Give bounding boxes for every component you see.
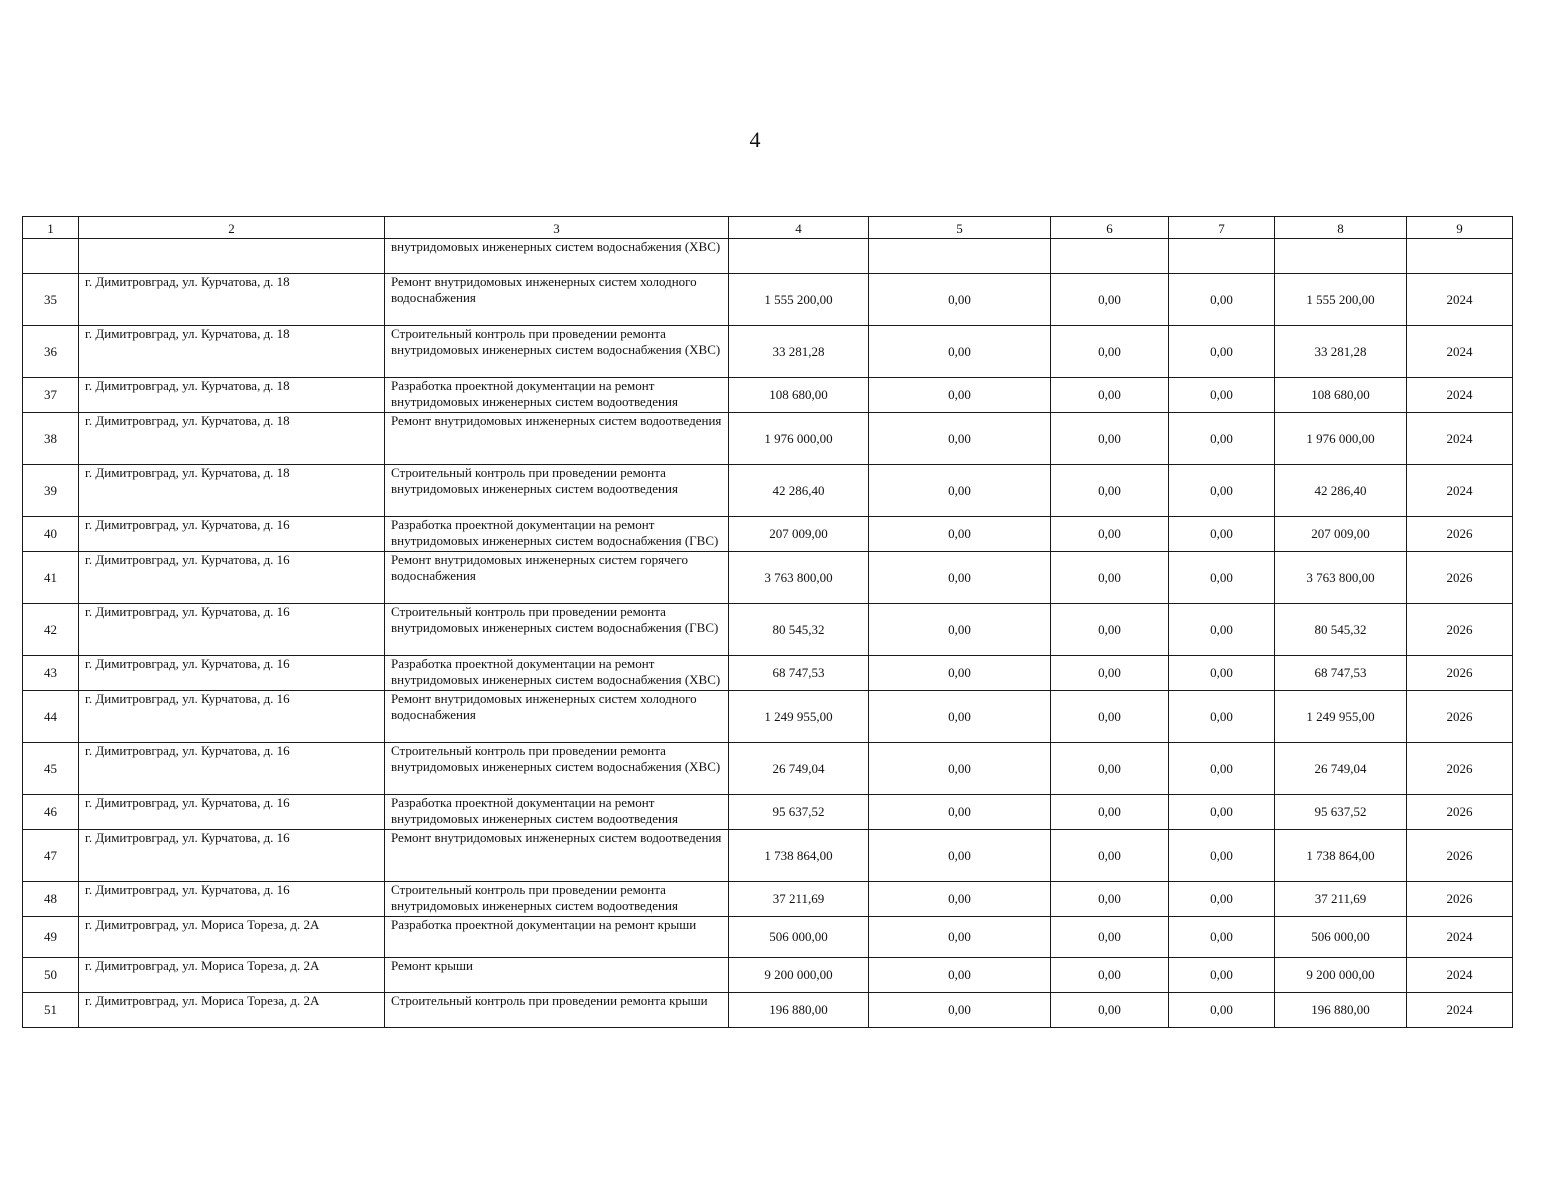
- value-cell-col8: 26 749,04: [1275, 743, 1407, 795]
- year-cell: 2024: [1407, 993, 1513, 1028]
- value-cell-col8: 33 281,28: [1275, 326, 1407, 378]
- column-header: 2: [79, 217, 385, 239]
- table-row: [23, 378, 1513, 413]
- year-cell: 2026: [1407, 604, 1513, 656]
- value-cell-col8: 80 545,32: [1275, 604, 1407, 656]
- column-header: 3: [385, 217, 729, 239]
- value-cell-col4: 207 009,00: [729, 517, 869, 552]
- year-cell: 2026: [1407, 743, 1513, 795]
- value-cell-col7: 0,00: [1169, 743, 1275, 795]
- value-cell-col6: 0,00: [1051, 830, 1169, 882]
- row-number-cell: 49: [23, 917, 79, 958]
- address-cell: г. Димитровград, ул. Мориса Тореза, д. 2А: [79, 958, 385, 993]
- work-description-cell: Ремонт внутридомовых инженерных систем горячего водоснабжения: [385, 552, 729, 604]
- column-header: 1: [23, 217, 79, 239]
- value-cell-col7: 0,00: [1169, 326, 1275, 378]
- row-number-cell: 41: [23, 552, 79, 604]
- table-row: [23, 743, 1513, 795]
- value-cell-col6: 0,00: [1051, 552, 1169, 604]
- value-cell-col7: 0,00: [1169, 958, 1275, 993]
- works-table: [22, 216, 1513, 1028]
- work-description-cell: Ремонт внутридомовых инженерных систем холодного водоснабжения: [385, 274, 729, 326]
- address-cell: г. Димитровград, ул. Мориса Тореза, д. 2А: [79, 993, 385, 1028]
- address-cell: г. Димитровград, ул. Курчатова, д. 18: [79, 274, 385, 326]
- work-description-cell: Ремонт внутридомовых инженерных систем водоотведения: [385, 830, 729, 882]
- table-row: [23, 656, 1513, 691]
- work-description-cell: Разработка проектной документации на ремонт внутридомовых инженерных систем водоотведения: [385, 795, 729, 830]
- address-cell: г. Димитровград, ул. Курчатова, д. 16: [79, 552, 385, 604]
- value-cell-col5: 0,00: [869, 552, 1051, 604]
- row-number-cell: 35: [23, 274, 79, 326]
- row-number-cell: 42: [23, 604, 79, 656]
- work-description-cell: Ремонт внутридомовых инженерных систем водоотведения: [385, 413, 729, 465]
- table-row: [23, 274, 1513, 326]
- year-cell: [1407, 239, 1513, 274]
- value-cell-col7: 0,00: [1169, 917, 1275, 958]
- address-cell: г. Димитровград, ул. Мориса Тореза, д. 2А: [79, 917, 385, 958]
- value-cell-col7: 0,00: [1169, 517, 1275, 552]
- work-description-cell: Ремонт внутридомовых инженерных систем холодного водоснабжения: [385, 691, 729, 743]
- table-row: [23, 882, 1513, 917]
- value-cell-col8: 207 009,00: [1275, 517, 1407, 552]
- value-cell-col6: 0,00: [1051, 656, 1169, 691]
- work-description-cell: Строительный контроль при проведении ремонта крыши: [385, 993, 729, 1028]
- value-cell-col5: 0,00: [869, 795, 1051, 830]
- value-cell-col4: 1 249 955,00: [729, 691, 869, 743]
- value-cell-col7: 0,00: [1169, 465, 1275, 517]
- year-cell: 2024: [1407, 465, 1513, 517]
- address-cell: г. Димитровград, ул. Курчатова, д. 16: [79, 795, 385, 830]
- value-cell-col4: 26 749,04: [729, 743, 869, 795]
- address-cell: [79, 239, 385, 274]
- value-cell-col8: 95 637,52: [1275, 795, 1407, 830]
- value-cell-col6: 0,00: [1051, 465, 1169, 517]
- value-cell-col4: 42 286,40: [729, 465, 869, 517]
- work-description-cell: Разработка проектной документации на ремонт внутридомовых инженерных систем водоотведения: [385, 378, 729, 413]
- value-cell-col8: 1 738 864,00: [1275, 830, 1407, 882]
- row-number-cell: 38: [23, 413, 79, 465]
- address-cell: г. Димитровград, ул. Курчатова, д. 18: [79, 326, 385, 378]
- value-cell-col5: 0,00: [869, 958, 1051, 993]
- page-number: 4: [749, 127, 761, 152]
- value-cell-col7: 0,00: [1169, 691, 1275, 743]
- table-row: [23, 604, 1513, 656]
- value-cell-col6: 0,00: [1051, 993, 1169, 1028]
- value-cell-col7: 0,00: [1169, 993, 1275, 1028]
- year-cell: 2024: [1407, 958, 1513, 993]
- value-cell-col5: 0,00: [869, 917, 1051, 958]
- value-cell-col4: 33 281,28: [729, 326, 869, 378]
- address-cell: г. Димитровград, ул. Курчатова, д. 18: [79, 413, 385, 465]
- row-number-cell: [23, 239, 79, 274]
- value-cell-col5: [869, 239, 1051, 274]
- continuation-row: [23, 239, 1513, 274]
- year-cell: 2024: [1407, 917, 1513, 958]
- value-cell-col5: 0,00: [869, 604, 1051, 656]
- value-cell-col7: [1169, 239, 1275, 274]
- table-body: [23, 274, 1513, 1028]
- table-row: [23, 413, 1513, 465]
- row-number-cell: 40: [23, 517, 79, 552]
- row-number-cell: 51: [23, 993, 79, 1028]
- value-cell-col4: 1 738 864,00: [729, 830, 869, 882]
- value-cell-col8: 196 880,00: [1275, 993, 1407, 1028]
- value-cell-col6: 0,00: [1051, 743, 1169, 795]
- value-cell-col8: 108 680,00: [1275, 378, 1407, 413]
- value-cell-col4: 37 211,69: [729, 882, 869, 917]
- work-description-cell: внутридомовых инженерных систем водоснабжения (ХВС): [385, 239, 729, 274]
- work-description-cell: Ремонт крыши: [385, 958, 729, 993]
- work-description-cell: Строительный контроль при проведении ремонта внутридомовых инженерных систем водоснабжения (ХВС): [385, 743, 729, 795]
- year-cell: 2026: [1407, 656, 1513, 691]
- column-header: 7: [1169, 217, 1275, 239]
- value-cell-col5: 0,00: [869, 378, 1051, 413]
- table-row: [23, 517, 1513, 552]
- value-cell-col5: 0,00: [869, 882, 1051, 917]
- value-cell-col8: 1 249 955,00: [1275, 691, 1407, 743]
- address-cell: г. Димитровград, ул. Курчатова, д. 18: [79, 465, 385, 517]
- year-cell: 2026: [1407, 517, 1513, 552]
- row-number-cell: 50: [23, 958, 79, 993]
- value-cell-col5: 0,00: [869, 274, 1051, 326]
- value-cell-col7: 0,00: [1169, 274, 1275, 326]
- value-cell-col4: 80 545,32: [729, 604, 869, 656]
- year-cell: 2026: [1407, 795, 1513, 830]
- value-cell-col8: 42 286,40: [1275, 465, 1407, 517]
- value-cell-col8: [1275, 239, 1407, 274]
- column-number-header-row: [23, 217, 1513, 239]
- table-row: [23, 958, 1513, 993]
- value-cell-col7: 0,00: [1169, 830, 1275, 882]
- year-cell: 2026: [1407, 552, 1513, 604]
- address-cell: г. Димитровград, ул. Курчатова, д. 16: [79, 882, 385, 917]
- work-description-cell: Разработка проектной документации на ремонт внутридомовых инженерных систем водоснабжения (ХВС): [385, 656, 729, 691]
- address-cell: г. Димитровград, ул. Курчатова, д. 16: [79, 656, 385, 691]
- value-cell-col7: 0,00: [1169, 413, 1275, 465]
- row-number-cell: 45: [23, 743, 79, 795]
- row-number-cell: 37: [23, 378, 79, 413]
- table-row: [23, 917, 1513, 958]
- value-cell-col4: 196 880,00: [729, 993, 869, 1028]
- address-cell: г. Димитровград, ул. Курчатова, д. 18: [79, 378, 385, 413]
- value-cell-col8: 506 000,00: [1275, 917, 1407, 958]
- row-number-cell: 48: [23, 882, 79, 917]
- value-cell-col5: 0,00: [869, 743, 1051, 795]
- work-description-cell: Строительный контроль при проведении ремонта внутридомовых инженерных систем водоотведения: [385, 465, 729, 517]
- work-description-cell: Строительный контроль при проведении ремонта внутридомовых инженерных систем водоснабжения (ХВС): [385, 326, 729, 378]
- value-cell-col6: 0,00: [1051, 917, 1169, 958]
- value-cell-col6: 0,00: [1051, 274, 1169, 326]
- value-cell-col4: 506 000,00: [729, 917, 869, 958]
- address-cell: г. Димитровград, ул. Курчатова, д. 16: [79, 517, 385, 552]
- value-cell-col4: 95 637,52: [729, 795, 869, 830]
- value-cell-col8: 3 763 800,00: [1275, 552, 1407, 604]
- column-header: 5: [869, 217, 1051, 239]
- value-cell-col6: 0,00: [1051, 691, 1169, 743]
- value-cell-col6: 0,00: [1051, 958, 1169, 993]
- work-description-cell: Разработка проектной документации на ремонт внутридомовых инженерных систем водоснабжения (ГВС): [385, 517, 729, 552]
- year-cell: 2026: [1407, 882, 1513, 917]
- value-cell-col5: 0,00: [869, 413, 1051, 465]
- table-row: [23, 326, 1513, 378]
- value-cell-col6: 0,00: [1051, 517, 1169, 552]
- year-cell: 2024: [1407, 274, 1513, 326]
- row-number-cell: 39: [23, 465, 79, 517]
- value-cell-col7: 0,00: [1169, 552, 1275, 604]
- table-row: [23, 465, 1513, 517]
- value-cell-col5: 0,00: [869, 830, 1051, 882]
- value-cell-col5: 0,00: [869, 691, 1051, 743]
- year-cell: 2024: [1407, 378, 1513, 413]
- value-cell-col6: 0,00: [1051, 882, 1169, 917]
- value-cell-col7: 0,00: [1169, 795, 1275, 830]
- value-cell-col4: 1 976 000,00: [729, 413, 869, 465]
- value-cell-col8: 37 211,69: [1275, 882, 1407, 917]
- row-number-cell: 47: [23, 830, 79, 882]
- value-cell-col8: 1 555 200,00: [1275, 274, 1407, 326]
- address-cell: г. Димитровград, ул. Курчатова, д. 16: [79, 691, 385, 743]
- year-cell: 2026: [1407, 691, 1513, 743]
- row-number-cell: 44: [23, 691, 79, 743]
- work-description-cell: Строительный контроль при проведении ремонта внутридомовых инженерных систем водоснабжения (ГВС): [385, 604, 729, 656]
- value-cell-col7: 0,00: [1169, 882, 1275, 917]
- value-cell-col7: 0,00: [1169, 656, 1275, 691]
- value-cell-col8: 68 747,53: [1275, 656, 1407, 691]
- value-cell-col4: 1 555 200,00: [729, 274, 869, 326]
- address-cell: г. Димитровград, ул. Курчатова, д. 16: [79, 604, 385, 656]
- value-cell-col6: 0,00: [1051, 378, 1169, 413]
- value-cell-col6: 0,00: [1051, 326, 1169, 378]
- column-header: 8: [1275, 217, 1407, 239]
- work-description-cell: Разработка проектной документации на ремонт крыши: [385, 917, 729, 958]
- row-number-cell: 46: [23, 795, 79, 830]
- work-description-cell: Строительный контроль при проведении ремонта внутридомовых инженерных систем водоотведения: [385, 882, 729, 917]
- table-row: [23, 795, 1513, 830]
- value-cell-col4: [729, 239, 869, 274]
- year-cell: 2024: [1407, 326, 1513, 378]
- value-cell-col5: 0,00: [869, 517, 1051, 552]
- value-cell-col6: 0,00: [1051, 795, 1169, 830]
- address-cell: г. Димитровград, ул. Курчатова, д. 16: [79, 830, 385, 882]
- value-cell-col8: 1 976 000,00: [1275, 413, 1407, 465]
- value-cell-col4: 108 680,00: [729, 378, 869, 413]
- value-cell-col6: 0,00: [1051, 604, 1169, 656]
- column-header: 9: [1407, 217, 1513, 239]
- value-cell-col4: 68 747,53: [729, 656, 869, 691]
- table-row: [23, 830, 1513, 882]
- value-cell-col5: 0,00: [869, 326, 1051, 378]
- address-cell: г. Димитровград, ул. Курчатова, д. 16: [79, 743, 385, 795]
- value-cell-col5: 0,00: [869, 465, 1051, 517]
- value-cell-col7: 0,00: [1169, 378, 1275, 413]
- column-header: 4: [729, 217, 869, 239]
- row-number-cell: 43: [23, 656, 79, 691]
- column-header: 6: [1051, 217, 1169, 239]
- row-number-cell: 36: [23, 326, 79, 378]
- value-cell-col5: 0,00: [869, 656, 1051, 691]
- value-cell-col6: 0,00: [1051, 413, 1169, 465]
- year-cell: 2026: [1407, 830, 1513, 882]
- value-cell-col4: 9 200 000,00: [729, 958, 869, 993]
- table-row: [23, 993, 1513, 1028]
- value-cell-col7: 0,00: [1169, 604, 1275, 656]
- value-cell-col4: 3 763 800,00: [729, 552, 869, 604]
- value-cell-col8: 9 200 000,00: [1275, 958, 1407, 993]
- table-row: [23, 552, 1513, 604]
- value-cell-col6: [1051, 239, 1169, 274]
- year-cell: 2024: [1407, 413, 1513, 465]
- value-cell-col5: 0,00: [869, 993, 1051, 1028]
- table-row: [23, 691, 1513, 743]
